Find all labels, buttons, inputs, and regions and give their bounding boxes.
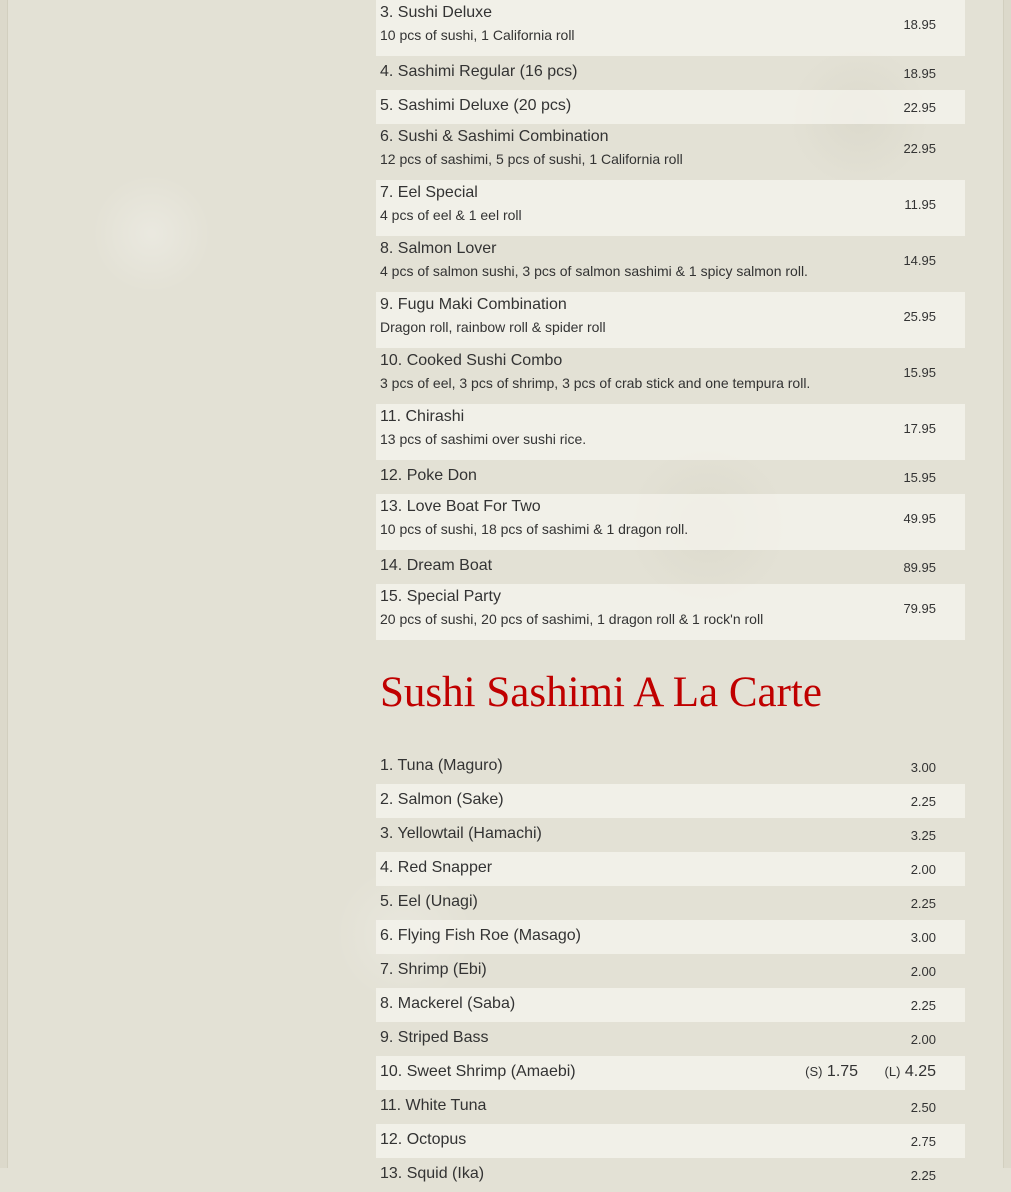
large-size-label: (L)	[884, 1064, 901, 1079]
menu-item-name: 3. Sushi Deluxe	[380, 4, 493, 21]
menu-item-row	[376, 1090, 965, 1124]
large-size-price	[885, 1063, 936, 1081]
menu-item-row	[376, 124, 965, 180]
menu-item-name: 13. Love Boat For Two	[380, 498, 541, 515]
right-border	[1003, 0, 1011, 1168]
menu-item-row	[376, 886, 965, 920]
menu-item-name: 8. Salmon Lover	[380, 240, 497, 257]
menu-item-name: 10. Cooked Sushi Combo	[380, 352, 563, 369]
menu-item-row	[376, 852, 965, 886]
menu-item-row	[376, 292, 965, 348]
menu-item-price: 15.95	[903, 365, 936, 380]
size-prices	[783, 1063, 936, 1081]
menu-item-price: 3.00	[910, 930, 936, 945]
menu-item-row	[376, 954, 965, 988]
menu-item-row	[376, 1022, 965, 1056]
menu-item-row	[376, 750, 965, 784]
small-size-price	[805, 1063, 858, 1081]
menu-item-price: 22.95	[903, 141, 936, 156]
menu-item-name: 2. Salmon (Sake)	[380, 791, 504, 808]
menu-item-row	[376, 180, 965, 236]
menu-item-name: 10. Sweet Shrimp (Amaebi)	[380, 1063, 576, 1080]
menu-item-price: 22.95	[903, 100, 936, 115]
menu-item-name: 11. Chirashi	[380, 408, 465, 425]
menu-item-price: 18.95	[903, 66, 936, 81]
menu-item-price: 2.25	[910, 1168, 936, 1183]
menu-item-row	[376, 584, 965, 640]
menu-item-price: 2.25	[910, 794, 936, 809]
menu-item-row	[376, 494, 965, 550]
menu-item-price: 25.95	[903, 309, 936, 324]
menu-item-row	[376, 90, 965, 124]
menu-item-description: 4 pcs of eel & 1 eel roll	[380, 207, 522, 223]
menu-item-price: 2.25	[910, 998, 936, 1013]
small-size-label: (S)	[805, 1064, 823, 1079]
menu-item-name: 11. White Tuna	[380, 1097, 487, 1114]
menu-item-price: 17.95	[903, 421, 936, 436]
large-price-value: 4.25	[904, 1063, 936, 1080]
menu-item-row	[376, 1056, 965, 1090]
menu-item-price: 79.95	[903, 601, 936, 616]
menu-item-description: 10 pcs of sushi, 18 pcs of sashimi & 1 dragon roll.	[380, 521, 689, 537]
menu-item-name: 4. Sashimi Regular (16 pcs)	[380, 63, 578, 80]
menu-item-description: 10 pcs of sushi, 1 California roll	[380, 27, 575, 43]
menu-item-description: Dragon roll, rainbow roll & spider roll	[380, 319, 606, 335]
menu-item-description: 4 pcs of salmon sushi, 3 pcs of salmon sashimi & 1 spicy salmon roll.	[380, 263, 808, 279]
menu-item-price: 2.25	[910, 896, 936, 911]
menu-item-price: 2.00	[910, 1032, 936, 1047]
menu-item-name: 5. Eel (Unagi)	[380, 893, 478, 910]
small-price-value: 1.75	[826, 1063, 859, 1080]
menu-item-name: 8. Mackerel (Saba)	[380, 995, 516, 1012]
menu-item-price: 49.95	[903, 511, 936, 526]
menu-item-row	[376, 0, 965, 56]
menu-item-row	[376, 550, 965, 584]
menu-item-price: 2.75	[910, 1134, 936, 1149]
menu-item-price: 15.95	[903, 470, 936, 485]
menu-item-description: 3 pcs of eel, 3 pcs of shrimp, 3 pcs of crab stick and one tempura roll.	[380, 375, 811, 391]
menu-item-row	[376, 236, 965, 292]
left-border	[0, 0, 8, 1168]
menu-item-price: 3.00	[910, 760, 936, 775]
menu-item-row	[376, 988, 965, 1022]
menu-item-row	[376, 348, 965, 404]
menu-item-price: 2.00	[910, 862, 936, 877]
menu-item-name: 12. Octopus	[380, 1131, 467, 1148]
menu-item-price: 18.95	[903, 17, 936, 32]
menu-item-price: 89.95	[903, 560, 936, 575]
menu-item-row	[376, 1158, 965, 1192]
section-header	[376, 640, 965, 742]
menu-item-name: 7. Shrimp (Ebi)	[380, 961, 487, 978]
section-title: Sushi Sashimi A La Carte	[380, 669, 822, 716]
menu-item-price: 11.95	[904, 197, 936, 212]
menu-item-name: 6. Flying Fish Roe (Masago)	[380, 927, 581, 944]
menu-item-price: 2.00	[910, 964, 936, 979]
menu-item-row	[376, 784, 965, 818]
menu-item-name: 12. Poke Don	[380, 467, 477, 484]
menu-item-price: 2.50	[910, 1100, 936, 1115]
menu-item-name: 5. Sashimi Deluxe (20 pcs)	[380, 97, 572, 114]
menu-item-name: 7. Eel Special	[380, 184, 478, 201]
menu-item-name: 15. Special Party	[380, 588, 501, 605]
menu-item-description: 12 pcs of sashimi, 5 pcs of sushi, 1 California roll	[380, 151, 683, 167]
menu-item-row	[376, 404, 965, 460]
menu-item-row	[376, 460, 965, 494]
menu-item-row	[376, 56, 965, 90]
menu-item-name: 6. Sushi & Sashimi Combination	[380, 128, 609, 145]
menu-item-name: 14. Dream Boat	[380, 557, 493, 574]
menu-item-name: 4. Red Snapper	[380, 859, 493, 876]
menu-item-name: 9. Striped Bass	[380, 1029, 489, 1046]
menu-item-name: 13. Squid (Ika)	[380, 1165, 485, 1182]
menu-column	[376, 0, 965, 1192]
menu-item-description: 20 pcs of sushi, 20 pcs of sashimi, 1 dragon roll & 1 rock'n roll	[380, 611, 764, 627]
menu-item-row	[376, 1124, 965, 1158]
menu-item-name: 3. Yellowtail (Hamachi)	[380, 825, 542, 842]
menu-item-row	[376, 920, 965, 954]
menu-item-name: 9. Fugu Maki Combination	[380, 296, 567, 313]
menu-item-name: 1. Tuna (Maguro)	[380, 757, 503, 774]
menu-item-row	[376, 818, 965, 852]
menu-item-description: 13 pcs of sashimi over sushi rice.	[380, 431, 587, 447]
menu-item-price: 3.25	[910, 828, 936, 843]
menu-item-price: 14.95	[903, 253, 936, 268]
